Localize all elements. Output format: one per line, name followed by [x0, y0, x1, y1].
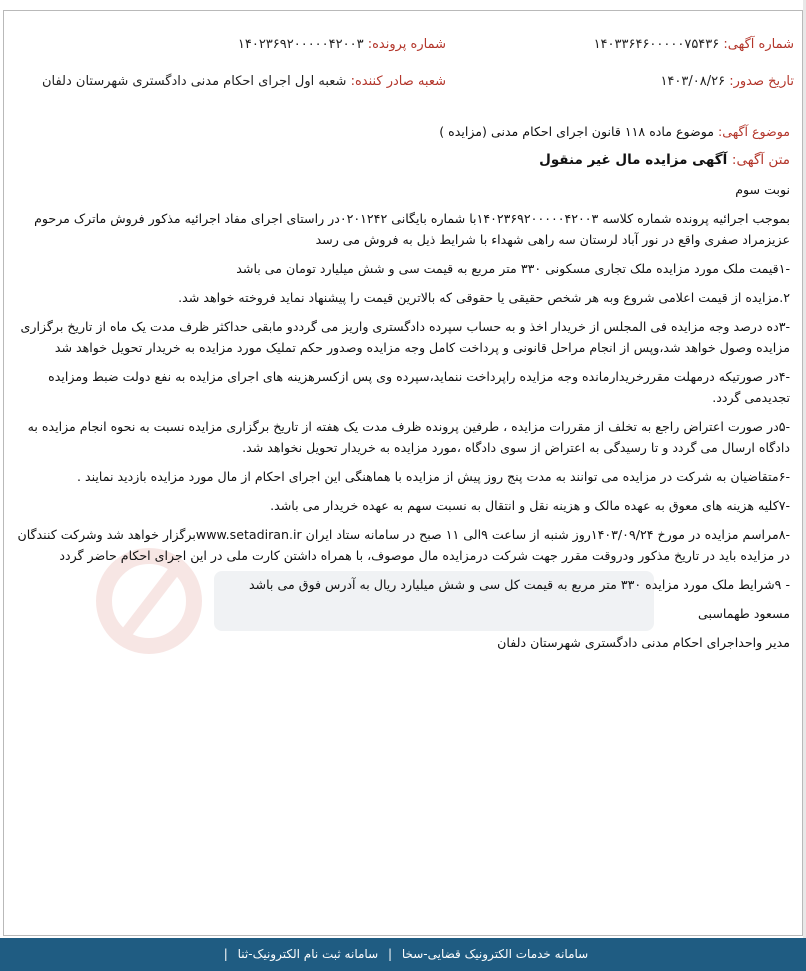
case-number-row [238, 37, 446, 52]
subject-label: موضوع آگهی: [717, 124, 790, 139]
notice-number-row [594, 37, 794, 52]
notice-body [12, 121, 790, 661]
issuer-value: شعبه اول اجرای احکام مدنی دادگستری شهرستان دلفان [41, 74, 347, 89]
footer-link-sakha[interactable]: سامانه خدمات الکترونیک قضایی-سخا [401, 947, 589, 961]
paragraph-item-8: -۸مراسم مزایده در مورخ ۱۴۰۳/۰۹/۲۴روز شنبه از ساعت ۹الی ۱۱ صبح در سامانه ستاد ایران www.setadiran.irبرگزار خواهد شد وشرکت کنندگان در مزایده باید در تاریخ مذکور ودروقت مقرر جهت شرکت درمزایده مال موصوف، با همراه داشتن کارت ملی در این اجرای احکام حاضر گردد [17, 527, 790, 563]
paragraph-item-4: -۴در صورتیکه درمهلت مقررخریدارمانده وجه مزایده راپرداخت ننماید،سپرده وی پس ازکسرهزینه های اجرای مزایده به نفع دولت ضبط ومزایده تجدیدمی گردد. [48, 369, 790, 405]
paragraph-item-6: -۶متقاضیان به شرکت در مزایده می توانند به مدت پنج روز پیش از مزایده با هماهنگی این اجرای احکام از مال مورد مزایده بازدید نمایند . [76, 469, 790, 484]
paragraph-item-3: -۳ده درصد وجه مزایده فی المجلس از خریدار اخذ و به حساب سپرده دادگستری واریز می گرددو مابقی حداکثر ظرف مدت یک ماه از تاریخ برگزاری مزایده وصول خواهد شد،وپس از انجام مراحل قانونی و پرداخت کامل وجه مزایده وصدور حکم تملیک مورد مزایده به خریدار تحویل خواهد شد [20, 319, 790, 355]
paragraph-round: نوبت سوم [735, 182, 790, 197]
notice-number-label: شماره آگهی: [723, 37, 794, 52]
signatory-name: مسعود طهماسبی [698, 606, 790, 621]
footer-link-sana[interactable]: سامانه ثبت نام الکترونیک-ثنا [237, 947, 379, 961]
paragraph-item-7: -۷کلیه هزینه های معوق به عهده مالک و هزینه نقل و انتقال به نسبت سهم به عهده خریدار می باشد. [270, 498, 790, 513]
footer-trailing-separator: | [223, 947, 228, 961]
notice-number-value: ۱۴۰۳۳۶۴۶۰۰۰۰۰۷۵۴۳۶ [593, 37, 720, 52]
footer-separator: | [387, 947, 392, 961]
notice-text-line [12, 150, 790, 171]
issue-date-row [660, 74, 794, 89]
paragraph-item-5: -۵در صورت اعتراض راجع به تخلف از مقررات مزایده ، طرفین پرونده ظرف مدت یک هفته از تاریخ برگزاری مزایده نسبت به نحوه انجام مزایده به دادگاه ارسال می گردد و تا رسیدگی به اعتراض از سوی دادگاه ،مورد مزایده به خریدار تحویل نخواهد شد. [27, 419, 790, 455]
issuer-row [42, 74, 446, 89]
issue-date-value: ۱۴۰۳/۰۸/۲۶ [660, 74, 726, 89]
footer-bar [0, 938, 806, 971]
paragraph-item-9: - ۹شرایط ملک مورد مزایده ۳۳۰ متر مربع به قیمت کل سی و شش میلیارد ریال به آدرس فوق می باشد [248, 577, 790, 592]
document-frame [3, 10, 803, 936]
notice-text-value: آگهی مزایده مال غیر منقول [539, 152, 728, 168]
case-number-value: ۱۴۰۲۳۶۹۲۰۰۰۰۰۴۲۰۰۳ [237, 37, 364, 52]
issue-date-label: تاریخ صدور: [729, 74, 794, 89]
paragraph-item-2: ۲.مزایده از قیمت اعلامی شروع وبه هر شخص حقیقی یا حقوقی که بالاترین قیمت را پیشنهاد نماید فروخته خواهد شد. [178, 290, 790, 305]
issuer-label: شعبه صادر کننده: [350, 74, 446, 89]
paragraph-item-1: -۱قیمت ملک مورد مزایده ملک تجاری مسکونی ۳۳۰ متر مربع به قیمت سی و شش میلیارد تومان می باشد [236, 261, 790, 276]
case-number-label: شماره پرونده: [367, 37, 446, 52]
subject-line [12, 121, 790, 142]
notice-text-label: متن آگهی: [731, 152, 790, 168]
signatory-title: مدیر واحداجرای احکام مدنی دادگستری شهرستان دلفان [497, 635, 790, 650]
paragraph-intro: بموجب اجرائیه پرونده شماره کلاسه ۱۴۰۲۳۶۹۲۰۰۰۰۰۴۲۰۰۳با شماره بایگانی ۰۲۰۱۲۴۲در راستای اجرای مفاد اجرائیه مذکور فروش ماترک مرحوم عزیزمراد صفری واقع در نور آباد لرستان سه راهی شهداء با شرایط ذیل به فروش می رسد [34, 211, 790, 247]
subject-value: موضوع ماده ۱۱۸ قانون اجرای احکام مدنی (مزایده ) [439, 124, 714, 139]
